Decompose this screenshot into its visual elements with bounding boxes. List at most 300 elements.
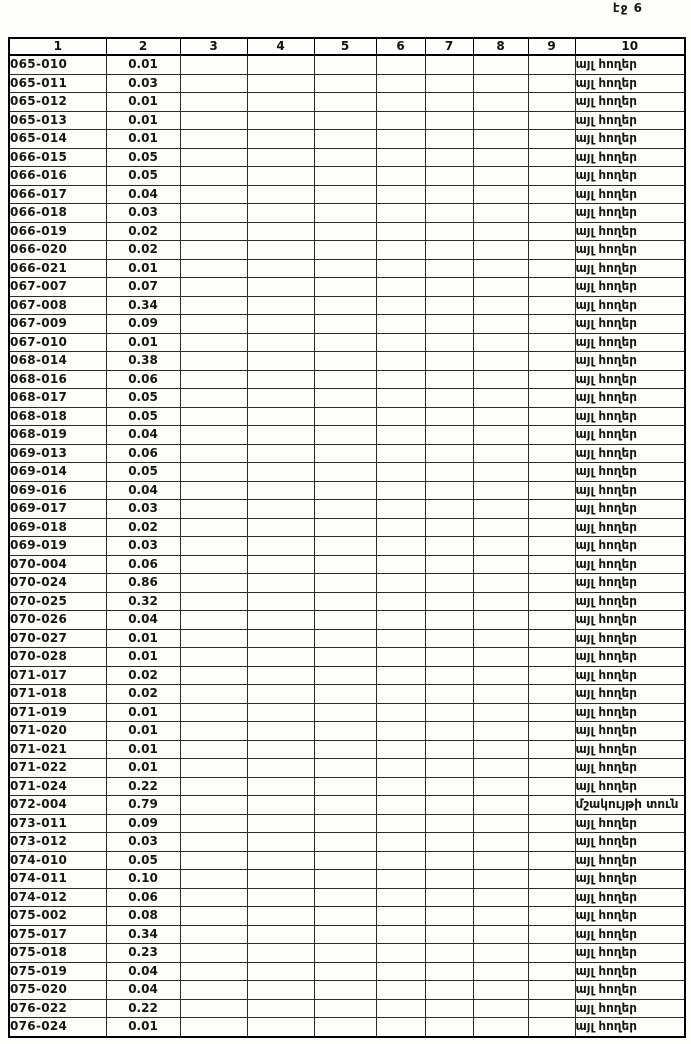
land-type-cell: այլ հողեր: [575, 648, 685, 667]
area-value-cell: 0.02: [106, 241, 180, 260]
empty-cell: [425, 759, 473, 778]
area-value-cell: 0.01: [106, 55, 180, 74]
area-value-cell: 0.04: [106, 962, 180, 981]
parcel-code-cell: 066-019: [9, 222, 106, 241]
empty-cell: [314, 130, 376, 149]
table-row: [9, 796, 685, 815]
empty-cell: [528, 555, 575, 574]
empty-cell: [425, 592, 473, 611]
parcel-code-cell: 071-019: [9, 703, 106, 722]
area-value-cell: 0.03: [106, 204, 180, 223]
empty-cell: [180, 555, 247, 574]
table-row: [9, 167, 685, 186]
empty-cell: [314, 592, 376, 611]
empty-cell: [314, 426, 376, 445]
empty-cell: [314, 315, 376, 334]
land-type-cell: այլ հողեր: [575, 148, 685, 167]
empty-cell: [180, 278, 247, 297]
empty-cell: [376, 111, 425, 130]
table-row: [9, 130, 685, 149]
empty-cell: [528, 463, 575, 482]
empty-cell: [180, 352, 247, 371]
empty-cell: [247, 814, 314, 833]
empty-cell: [180, 629, 247, 648]
empty-cell: [247, 481, 314, 500]
land-type-cell: այլ հողեր: [575, 907, 685, 926]
area-value-cell: 0.34: [106, 296, 180, 315]
land-type-cell: այլ հողեր: [575, 962, 685, 981]
empty-cell: [314, 907, 376, 926]
empty-cell: [528, 1018, 575, 1037]
empty-cell: [425, 130, 473, 149]
empty-cell: [180, 888, 247, 907]
parcel-code-cell: 067-007: [9, 278, 106, 297]
empty-cell: [473, 463, 528, 482]
land-type-cell: այլ հողեր: [575, 611, 685, 630]
empty-cell: [247, 111, 314, 130]
empty-cell: [376, 907, 425, 926]
empty-cell: [425, 648, 473, 667]
parcel-code-cell: 068-016: [9, 370, 106, 389]
empty-cell: [425, 370, 473, 389]
empty-cell: [314, 518, 376, 537]
empty-cell: [247, 703, 314, 722]
parcel-code-cell: 066-015: [9, 148, 106, 167]
empty-cell: [247, 981, 314, 1000]
empty-cell: [180, 93, 247, 112]
header-row: [9, 38, 685, 55]
empty-cell: [180, 1018, 247, 1037]
parcel-code-cell: 069-014: [9, 463, 106, 482]
empty-cell: [180, 370, 247, 389]
empty-cell: [528, 833, 575, 852]
empty-cell: [425, 481, 473, 500]
empty-cell: [247, 537, 314, 556]
table-row: [9, 370, 685, 389]
area-value-cell: 0.01: [106, 648, 180, 667]
empty-cell: [247, 740, 314, 759]
empty-cell: [473, 185, 528, 204]
empty-cell: [180, 907, 247, 926]
parcel-code-cell: 069-013: [9, 444, 106, 463]
area-value-cell: 0.04: [106, 611, 180, 630]
empty-cell: [247, 426, 314, 445]
area-value-cell: 0.86: [106, 574, 180, 593]
empty-cell: [425, 666, 473, 685]
empty-cell: [314, 204, 376, 223]
parcel-code-cell: 075-018: [9, 944, 106, 963]
empty-cell: [473, 55, 528, 74]
land-type-cell: այլ հողեր: [575, 259, 685, 278]
parcel-code-cell: 071-020: [9, 722, 106, 741]
area-value-cell: 0.22: [106, 999, 180, 1018]
empty-cell: [376, 352, 425, 371]
empty-cell: [247, 315, 314, 334]
empty-cell: [425, 925, 473, 944]
area-value-cell: 0.01: [106, 333, 180, 352]
area-value-cell: 0.01: [106, 93, 180, 112]
table-row: [9, 93, 685, 112]
parcel-code-cell: 072-004: [9, 796, 106, 815]
empty-cell: [528, 537, 575, 556]
parcel-code-cell: 065-014: [9, 130, 106, 149]
empty-cell: [314, 500, 376, 519]
empty-cell: [528, 777, 575, 796]
empty-cell: [314, 833, 376, 852]
area-value-cell: 0.04: [106, 426, 180, 445]
table-row: [9, 481, 685, 500]
empty-cell: [473, 315, 528, 334]
parcel-code-cell: 070-028: [9, 648, 106, 667]
land-type-cell: այլ հողեր: [575, 278, 685, 297]
area-value-cell: 0.23: [106, 944, 180, 963]
area-value-cell: 0.05: [106, 851, 180, 870]
empty-cell: [314, 648, 376, 667]
empty-cell: [376, 278, 425, 297]
empty-cell: [528, 296, 575, 315]
empty-cell: [376, 962, 425, 981]
empty-cell: [376, 740, 425, 759]
parcel-code-cell: 070-025: [9, 592, 106, 611]
table-row: [9, 740, 685, 759]
table-row: [9, 296, 685, 315]
parcel-code-cell: 068-018: [9, 407, 106, 426]
empty-cell: [247, 370, 314, 389]
empty-cell: [180, 500, 247, 519]
empty-cell: [473, 851, 528, 870]
land-type-cell: այլ հողեր: [575, 389, 685, 408]
empty-cell: [180, 204, 247, 223]
area-value-cell: 0.05: [106, 389, 180, 408]
empty-cell: [528, 685, 575, 704]
area-value-cell: 0.22: [106, 777, 180, 796]
empty-cell: [180, 981, 247, 1000]
table-row: [9, 204, 685, 223]
land-type-cell: այլ հողեր: [575, 130, 685, 149]
empty-cell: [314, 944, 376, 963]
empty-cell: [528, 907, 575, 926]
empty-cell: [180, 130, 247, 149]
empty-cell: [247, 296, 314, 315]
empty-cell: [376, 759, 425, 778]
area-value-cell: 0.03: [106, 537, 180, 556]
empty-cell: [473, 93, 528, 112]
empty-cell: [376, 685, 425, 704]
land-type-cell: այլ հողեր: [575, 888, 685, 907]
area-value-cell: 0.06: [106, 444, 180, 463]
empty-cell: [528, 352, 575, 371]
empty-cell: [247, 833, 314, 852]
table-row: [9, 1018, 685, 1037]
empty-cell: [528, 574, 575, 593]
empty-cell: [180, 518, 247, 537]
parcel-code-cell: 067-010: [9, 333, 106, 352]
empty-cell: [425, 703, 473, 722]
empty-cell: [528, 148, 575, 167]
empty-cell: [314, 611, 376, 630]
empty-cell: [314, 777, 376, 796]
empty-cell: [247, 685, 314, 704]
empty-cell: [528, 703, 575, 722]
land-type-cell: այլ հողեր: [575, 703, 685, 722]
empty-cell: [376, 648, 425, 667]
empty-cell: [314, 703, 376, 722]
land-type-cell: այլ հողեր: [575, 592, 685, 611]
empty-cell: [528, 851, 575, 870]
empty-cell: [528, 814, 575, 833]
empty-cell: [473, 944, 528, 963]
empty-cell: [314, 629, 376, 648]
empty-cell: [314, 167, 376, 186]
table-row: [9, 555, 685, 574]
empty-cell: [376, 407, 425, 426]
empty-cell: [528, 722, 575, 741]
empty-cell: [425, 111, 473, 130]
area-value-cell: 0.03: [106, 74, 180, 93]
column-header: 6: [376, 38, 425, 55]
empty-cell: [528, 796, 575, 815]
empty-cell: [425, 851, 473, 870]
empty-cell: [180, 241, 247, 260]
empty-cell: [425, 870, 473, 889]
area-value-cell: 0.02: [106, 666, 180, 685]
empty-cell: [473, 666, 528, 685]
empty-cell: [180, 740, 247, 759]
empty-cell: [528, 185, 575, 204]
empty-cell: [247, 870, 314, 889]
empty-cell: [314, 74, 376, 93]
empty-cell: [473, 204, 528, 223]
empty-cell: [376, 592, 425, 611]
column-header: 10: [575, 38, 685, 55]
table-row: [9, 999, 685, 1018]
area-value-cell: 0.06: [106, 555, 180, 574]
table-row: [9, 389, 685, 408]
land-type-cell: այլ հողեր: [575, 518, 685, 537]
table-row: [9, 759, 685, 778]
empty-cell: [473, 333, 528, 352]
empty-cell: [180, 167, 247, 186]
column-header: 8: [473, 38, 528, 55]
empty-cell: [180, 759, 247, 778]
empty-cell: [473, 1018, 528, 1037]
empty-cell: [425, 500, 473, 519]
land-type-cell: մշակույթի տուն: [575, 796, 685, 815]
empty-cell: [528, 629, 575, 648]
area-value-cell: 0.79: [106, 796, 180, 815]
table-row: [9, 222, 685, 241]
empty-cell: [247, 925, 314, 944]
land-type-cell: այլ հողեր: [575, 185, 685, 204]
empty-cell: [528, 962, 575, 981]
empty-cell: [425, 93, 473, 112]
land-type-cell: այլ հողեր: [575, 722, 685, 741]
empty-cell: [528, 759, 575, 778]
empty-cell: [425, 167, 473, 186]
empty-cell: [247, 241, 314, 260]
table-row: [9, 611, 685, 630]
empty-cell: [473, 555, 528, 574]
empty-cell: [247, 796, 314, 815]
empty-cell: [314, 888, 376, 907]
empty-cell: [247, 444, 314, 463]
table-row: [9, 352, 685, 371]
empty-cell: [528, 315, 575, 334]
empty-cell: [247, 278, 314, 297]
empty-cell: [180, 703, 247, 722]
column-header: 7: [425, 38, 473, 55]
empty-cell: [180, 611, 247, 630]
land-type-cell: այլ հողեր: [575, 315, 685, 334]
empty-cell: [314, 574, 376, 593]
empty-cell: [314, 55, 376, 74]
empty-cell: [247, 500, 314, 519]
parcel-code-cell: 076-022: [9, 999, 106, 1018]
empty-cell: [425, 981, 473, 1000]
empty-cell: [425, 185, 473, 204]
table-body: [9, 55, 685, 1037]
empty-cell: [314, 999, 376, 1018]
empty-cell: [314, 685, 376, 704]
area-value-cell: 0.02: [106, 685, 180, 704]
empty-cell: [376, 259, 425, 278]
column-header: 2: [106, 38, 180, 55]
empty-cell: [314, 278, 376, 297]
table-row: [9, 648, 685, 667]
empty-cell: [425, 796, 473, 815]
parcel-code-cell: 074-012: [9, 888, 106, 907]
area-value-cell: 0.02: [106, 222, 180, 241]
empty-cell: [247, 888, 314, 907]
land-type-cell: այլ հողեր: [575, 814, 685, 833]
empty-cell: [473, 925, 528, 944]
parcel-code-cell: 065-013: [9, 111, 106, 130]
area-value-cell: 0.07: [106, 278, 180, 297]
empty-cell: [528, 925, 575, 944]
empty-cell: [314, 981, 376, 1000]
empty-cell: [473, 888, 528, 907]
empty-cell: [180, 315, 247, 334]
table-row: [9, 944, 685, 963]
land-type-cell: այլ հողեր: [575, 444, 685, 463]
parcel-code-cell: 067-009: [9, 315, 106, 334]
area-value-cell: 0.10: [106, 870, 180, 889]
empty-cell: [314, 352, 376, 371]
empty-cell: [180, 55, 247, 74]
empty-cell: [180, 222, 247, 241]
empty-cell: [314, 722, 376, 741]
table-row: [9, 833, 685, 852]
empty-cell: [314, 407, 376, 426]
empty-cell: [180, 463, 247, 482]
column-header: 9: [528, 38, 575, 55]
parcel-code-cell: 066-016: [9, 167, 106, 186]
empty-cell: [314, 148, 376, 167]
empty-cell: [376, 93, 425, 112]
land-type-cell: այլ հողեր: [575, 981, 685, 1000]
empty-cell: [247, 574, 314, 593]
parcel-code-cell: 071-022: [9, 759, 106, 778]
parcel-code-cell: 076-024: [9, 1018, 106, 1037]
land-type-cell: այլ հողեր: [575, 833, 685, 852]
table-row: [9, 426, 685, 445]
land-type-cell: այլ հողեր: [575, 740, 685, 759]
empty-cell: [180, 296, 247, 315]
land-type-cell: այլ հողեր: [575, 574, 685, 593]
parcel-code-cell: 075-002: [9, 907, 106, 926]
empty-cell: [425, 296, 473, 315]
empty-cell: [314, 389, 376, 408]
empty-cell: [247, 629, 314, 648]
empty-cell: [528, 241, 575, 260]
empty-cell: [180, 999, 247, 1018]
empty-cell: [247, 333, 314, 352]
empty-cell: [247, 148, 314, 167]
empty-cell: [314, 111, 376, 130]
area-value-cell: 0.04: [106, 981, 180, 1000]
empty-cell: [473, 500, 528, 519]
area-value-cell: 0.09: [106, 814, 180, 833]
empty-cell: [376, 241, 425, 260]
area-value-cell: 0.32: [106, 592, 180, 611]
empty-cell: [314, 241, 376, 260]
empty-cell: [425, 999, 473, 1018]
table-row: [9, 888, 685, 907]
table-row: [9, 537, 685, 556]
empty-cell: [425, 685, 473, 704]
empty-cell: [376, 500, 425, 519]
empty-cell: [180, 185, 247, 204]
empty-cell: [376, 222, 425, 241]
empty-cell: [376, 944, 425, 963]
empty-cell: [376, 888, 425, 907]
empty-cell: [247, 611, 314, 630]
empty-cell: [376, 518, 425, 537]
empty-cell: [473, 796, 528, 815]
land-type-cell: այլ հողեր: [575, 296, 685, 315]
empty-cell: [473, 444, 528, 463]
empty-cell: [376, 130, 425, 149]
table-row: [9, 574, 685, 593]
empty-cell: [247, 962, 314, 981]
empty-cell: [425, 518, 473, 537]
table-row: [9, 685, 685, 704]
empty-cell: [180, 389, 247, 408]
empty-cell: [180, 722, 247, 741]
empty-cell: [314, 185, 376, 204]
empty-cell: [473, 777, 528, 796]
empty-cell: [376, 629, 425, 648]
parcel-code-cell: 066-020: [9, 241, 106, 260]
empty-cell: [473, 722, 528, 741]
empty-cell: [180, 666, 247, 685]
parcel-code-cell: 069-018: [9, 518, 106, 537]
empty-cell: [473, 999, 528, 1018]
parcel-code-cell: 075-020: [9, 981, 106, 1000]
land-type-cell: այլ հողեր: [575, 555, 685, 574]
empty-cell: [376, 722, 425, 741]
parcel-code-cell: 068-019: [9, 426, 106, 445]
empty-cell: [247, 944, 314, 963]
land-type-cell: այլ հողեր: [575, 370, 685, 389]
empty-cell: [473, 352, 528, 371]
area-value-cell: 0.05: [106, 463, 180, 482]
parcel-code-cell: 065-011: [9, 74, 106, 93]
empty-cell: [473, 759, 528, 778]
land-type-cell: այլ հողեր: [575, 167, 685, 186]
table-row: [9, 463, 685, 482]
empty-cell: [247, 167, 314, 186]
